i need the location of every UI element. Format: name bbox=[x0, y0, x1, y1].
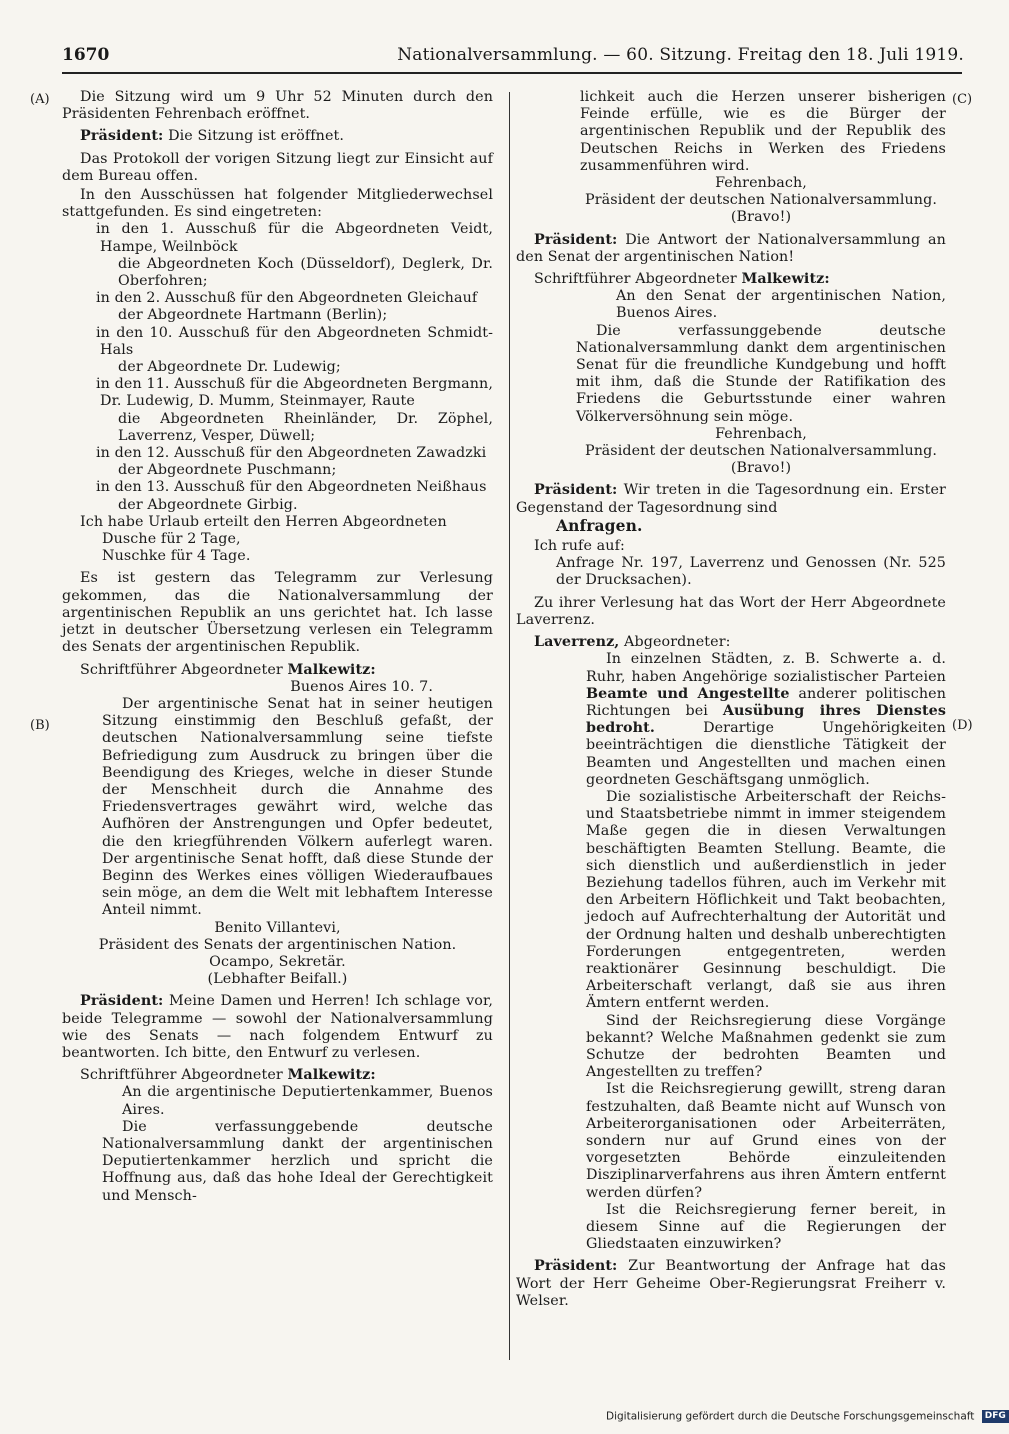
speech bbox=[516, 232, 946, 266]
left-column bbox=[62, 89, 493, 1205]
list-item: der Abgeordnete Puschmann; bbox=[118, 462, 337, 479]
signature-name: Fehrenbach, bbox=[715, 425, 807, 442]
speech bbox=[62, 1067, 493, 1084]
footer-credit bbox=[606, 1410, 1006, 1428]
speech bbox=[516, 1258, 946, 1310]
inquiry-text: Derartige Ungehörigkeiten beeinträchtigen die dienstliche Tätigkeit der Beamten und Angestellten und machen einen geordneten Geschäftsgang unmöglich. bbox=[586, 720, 946, 788]
signature-title: Präsident des Senats der argentinischen Nation. bbox=[98, 936, 457, 953]
inquiry-text: In einzelnen Städten, z. B. Schwerte a. d. Ruhr, haben Angehörige sozialistischer Parteien bbox=[586, 651, 946, 685]
speaker-role: Schriftführer Abgeordneter bbox=[80, 1067, 283, 1084]
right-column bbox=[516, 89, 946, 1315]
emphasis-text: Beamte und Angestellte bbox=[586, 685, 790, 702]
paragraph: Es ist gestern das Telegramm zur Verlesung gekommen, das die Nationalversammlung der argentinischen Republik an uns gerichtet hat. Ich lasse jetzt in deutscher Übersetzung verlesen ein Telegramm des Senats der argentinischen Republik. bbox=[62, 570, 493, 656]
margin-mark-c: (C) bbox=[952, 92, 973, 107]
list-item: in den 1. Ausschuß für die Abgeordneten Veidt, Hampe, Weilnböck bbox=[96, 221, 493, 255]
quoted-inquiry: Ist die Reichsregierung gewillt, streng daran festzuhalten, daß Beamte nicht auf Wunsch von Arbeiterorganisationen oder Arbeiterräten, sondern nur auf Grund eines von der vorgesetzten Behörde einzuleitenden Disziplinarverfahrens aus ihren Ämtern entfernt werden dürfen? bbox=[586, 1081, 946, 1201]
paragraph: Zu ihrer Verlesung hat das Wort der Herr Abgeordnete Laverrenz. bbox=[516, 594, 946, 628]
signature-name: Benito Villantevi, bbox=[214, 919, 341, 936]
quoted-telegram: lichkeit auch die Herzen unserer bisherigen Feinde erfülle, wie es die Bürger der argentinischen Republik und der Republik des Deutschen Reichs in Werken des Friedens zusammenführen wird. bbox=[580, 89, 946, 174]
quoted-inquiry: Die sozialistische Arbeiterschaft der Reichs- und Staatsbetriebe nimmt in immer steigendem Maße gegen die in diesen Verwaltungen beschäftigten Beamten Stellung. Beamte, die sich dienstlich und außerdienstlich in jeder Beziehung tadellos führen, auch im Verkehr mit den Arbeitern Höflichkeit und Takt beobachten, jedoch auf Aufrechterhaltung der Autorität und der Ordnung halten und deshalb unberechtigten Forderungen entgegentreten, werden reaktionärer Gesinnung beschuldigt. Die Arbeiterschaft verlangt, daß sie aus ihren Ämtern entfernt werden. bbox=[586, 788, 946, 1012]
speaker-label: Laverrenz, bbox=[534, 634, 620, 651]
speaker-role: Abgeordneter: bbox=[624, 634, 731, 651]
footer-text: Digitalisierung gefördert durch die Deutsche Forschungsgemeinschaft bbox=[606, 1410, 975, 1423]
speech-text: Wir treten in die Tagesordnung ein. Erster Gegenstand der Tagesordnung sind bbox=[516, 482, 946, 516]
emphasis-text: Ausübung ihres Dienstes bedroht. bbox=[586, 702, 946, 737]
quoted-telegram: Der argentinische Senat hat in seiner heutigen Sitzung einstimmig den Beschluß gefaßt, der deutschen Nationalversammlung seine tiefste Befriedigung zum Ausdruck zu bringen über die Beendigung des Krieges, welche in dieser Stunde der Menschheit durch die Annahme des Friedensvertrages gewährt wird, welche das Aufhören der Anstrengungen und Opfer bedeutet, die den kriegführenden Völkern auferlegt waren. Der argentinische Senat hofft, daß diese Stunde der Beginn des Werkes eines völligen Wiederaufbaues sein möge, an dem die Welt mit lebhaftem Interesse Anteil nimmt. bbox=[102, 695, 493, 919]
quoted-inquiry: Sind der Reichsregierung diese Vorgänge bekannt? Welche Maßnahmen gedenkt sie zum Schutze der bedrohten Beamten und Angestellten zu treffen? bbox=[586, 1012, 946, 1081]
list-item: in den 13. Ausschuß für den Abgeordneten Neißhaus bbox=[96, 479, 487, 496]
paragraph: In den Ausschüssen hat folgender Mitgliederwechsel stattgefunden. Es sind eingetreten: bbox=[62, 187, 493, 221]
speech-text: Meine Damen und Herren! Ich schlage vor, beide Telegramme — sowohl der Nationalversammlung wie des Senats — nach folgendem Entwurf zu beantworten. Ich bitte, den Entwurf zu verlesen. bbox=[62, 993, 493, 1061]
header-rule bbox=[62, 72, 962, 74]
speech-text: Die Sitzung ist eröffnet. bbox=[168, 128, 345, 145]
speaker-label: Malkewitz: bbox=[287, 661, 376, 678]
speech bbox=[516, 271, 946, 288]
list-item: der Abgeordnete Girbig. bbox=[118, 496, 298, 513]
speaker-label: Präsident: bbox=[534, 482, 618, 499]
speech bbox=[516, 634, 946, 651]
paragraph: Das Protokoll der vorigen Sitzung liegt zur Einsicht auf dem Bureau offen. bbox=[62, 150, 493, 184]
signature-name: Ocampo, Sekretär. bbox=[209, 953, 346, 970]
quoted-telegram: Die verfassunggebende deutsche Nationalversammlung dankt der argentinischen Deputiertenkammer herzlich und spricht die Hoffnung aus, daß das hohe Ideal der Gerechtigkeit und Mensch- bbox=[102, 1118, 493, 1204]
list-item: in den 12. Ausschuß für den Abgeordneten Zawadzki bbox=[96, 445, 487, 462]
signature-title: Präsident der deutschen Nationalversammlung. bbox=[584, 443, 937, 460]
speaker-role: Schriftführer Abgeordneter bbox=[534, 271, 737, 288]
list-item: die Abgeordneten Koch (Düsseldorf), Deglerk, Dr. Oberfohren; bbox=[118, 255, 493, 290]
speaker-role: Schriftführer Abgeordneter bbox=[80, 661, 283, 678]
list-item: in den 11. Ausschuß für die Abgeordneten Bergmann, Dr. Ludewig, D. Mumm, Steinmayer, Raute bbox=[96, 376, 493, 410]
paragraph: Die Sitzung wird um 9 Uhr 52 Minuten durch den Präsidenten Fehrenbach eröffnet. bbox=[62, 89, 493, 123]
speech-text: Zur Beantwortung der Anfrage hat das Wort der Herr Geheime Ober-Regierungsrat Freiherr v. Welser. bbox=[516, 1258, 946, 1309]
speaker-label: Präsident: bbox=[534, 1258, 618, 1275]
section-heading bbox=[516, 517, 946, 536]
address: An die argentinische Deputiertenkammer, Buenos Aires. bbox=[122, 1084, 493, 1118]
list-item: in den 2. Ausschuß für den Abgeordneten Gleichauf bbox=[96, 290, 478, 307]
list-item: in den 10. Ausschuß für den Abgeordneten Schmidt-Hals bbox=[96, 324, 493, 358]
reaction: (Bravo!) bbox=[730, 209, 792, 226]
paragraph: Ich rufe auf: bbox=[534, 538, 625, 555]
margin-mark-d: (D) bbox=[952, 718, 973, 733]
running-title: Nationalversammlung. — 60. Sitzung. Freitag den 18. Juli 1919. bbox=[397, 45, 964, 65]
section-title: Anfragen. bbox=[556, 515, 643, 535]
running-header bbox=[62, 44, 964, 70]
reaction: (Bravo!) bbox=[730, 460, 792, 477]
speech-text: Die Antwort der Nationalversammlung an den Senat der argentinischen Nation! bbox=[516, 231, 946, 265]
list-item: die Abgeordneten Rheinländer, Dr. Zöphel, Laverrenz, Vesper, Düwell; bbox=[118, 410, 493, 444]
speech bbox=[516, 482, 946, 516]
quoted-inquiry: Ist die Reichsregierung ferner bereit, in diesem Sinne auf die Regierungen der Gliedstaaten einzuwirken? bbox=[586, 1201, 946, 1253]
quoted-inquiry bbox=[516, 651, 946, 789]
quoted-telegram: Die verfassunggebende deutsche Nationalversammlung dankt dem argentinischen Senat für die freundliche Kundgebung und hofft mit ihm, daß die Stunde der Ratifikation des Friedens die Geburtsstunde einer wahren Völkerversöhnung sein möge. bbox=[576, 322, 946, 425]
speaker-label: Präsident: bbox=[534, 231, 618, 248]
inquiry-text: anderer politischen Richtungen bei bbox=[586, 685, 946, 719]
dfg-logo: DFG bbox=[982, 1410, 1009, 1423]
address: An den Senat der argentinischen Nation, Buenos Aires. bbox=[616, 288, 946, 322]
speaker-label: Malkewitz: bbox=[287, 1067, 376, 1084]
speaker-label: Präsident: bbox=[80, 993, 164, 1010]
speaker-label: Malkewitz: bbox=[741, 271, 830, 288]
margin-mark-a: (A) bbox=[30, 92, 50, 107]
speech bbox=[62, 128, 493, 145]
margin-mark-b: (B) bbox=[30, 718, 50, 733]
dateline: Buenos Aires 10. 7. bbox=[290, 678, 433, 695]
speech bbox=[62, 662, 493, 679]
reaction: (Lebhafter Beifall.) bbox=[207, 971, 348, 988]
list-item: Nuschke für 4 Tage. bbox=[102, 548, 251, 565]
speaker-label: Präsident: bbox=[80, 128, 164, 145]
list-item: Dusche für 2 Tage, bbox=[102, 531, 241, 548]
list-item: der Abgeordnete Dr. Ludewig; bbox=[118, 359, 341, 376]
paragraph: Ich habe Urlaub erteilt den Herren Abgeordneten bbox=[80, 513, 447, 530]
speech bbox=[62, 993, 493, 1062]
column-divider bbox=[509, 92, 510, 1360]
signature-title: Präsident der deutschen Nationalversammlung. bbox=[584, 192, 937, 209]
signature-name: Fehrenbach, bbox=[715, 175, 807, 192]
list-item: Anfrage Nr. 197, Laverrenz und Genossen (Nr. 525 der Drucksachen). bbox=[556, 555, 946, 589]
page-number: 1670 bbox=[62, 45, 110, 65]
list-item: der Abgeordnete Hartmann (Berlin); bbox=[118, 307, 388, 324]
